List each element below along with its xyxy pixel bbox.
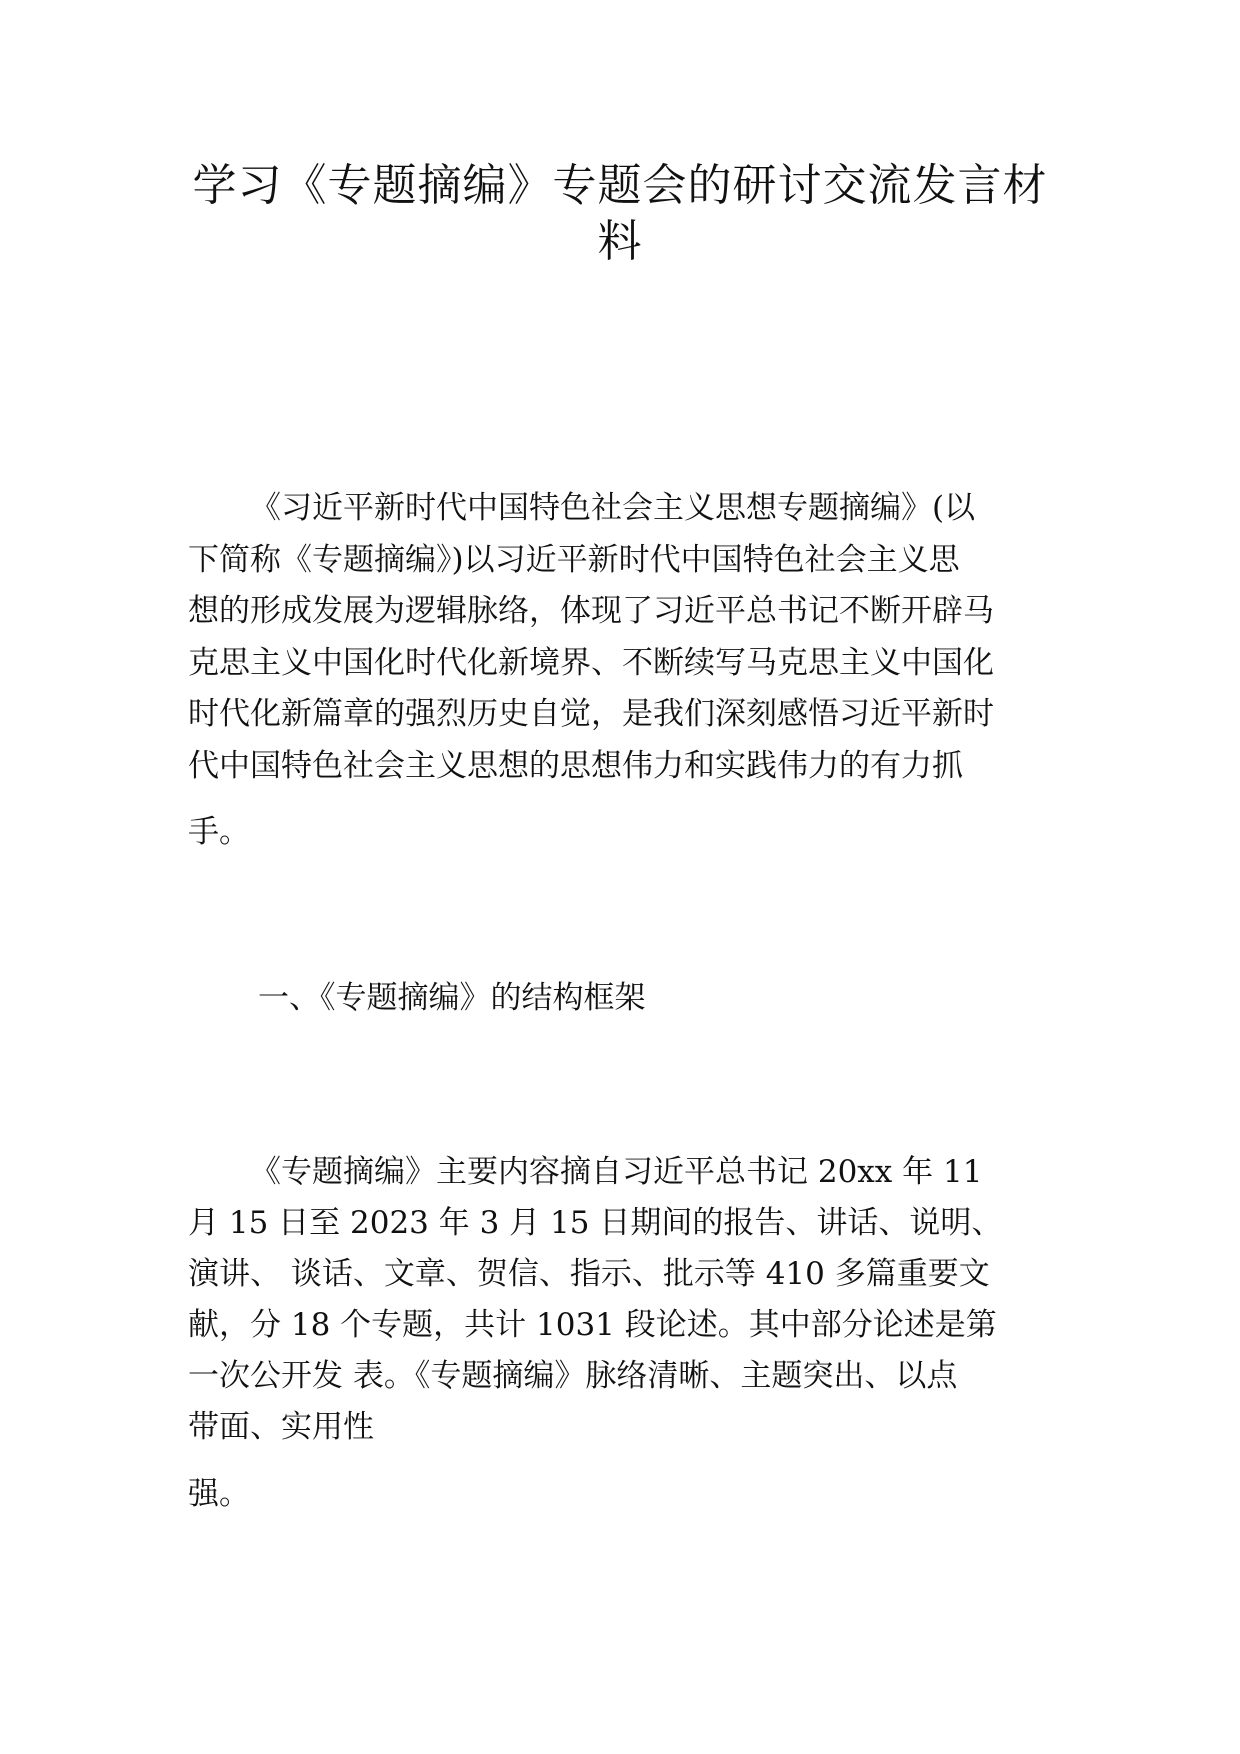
paragraph-2-line: 一次公开发 表。《专题摘编》脉络清晰、主题突出、以点 xyxy=(188,1358,958,1394)
document-title xyxy=(150,158,1090,270)
paragraph-1-line: 《习近平新时代中国特色社会主义思想专题摘编》(以 xyxy=(250,490,976,526)
paragraph-2-line: 演讲、 谈话、文章、贺信、指示、批示等 410 多篇重要文 xyxy=(188,1256,990,1292)
paragraph-2-line: 《专题摘编》主要内容摘自习近平总书记 20xx 年 11 xyxy=(250,1154,983,1190)
paragraph-1-line: 代中国特色社会主义思想的思想伟力和实践伟力的有力抓 xyxy=(188,748,963,784)
paragraph-1-line: 克思主义中国化时代化新境界、不断续写马克思主义中国化 xyxy=(188,645,994,681)
paragraph-2-line: 献，分 18 个专题，共计 1031 段论述。其中部分论述是第 xyxy=(188,1307,997,1343)
paragraph-1-line: 手。 xyxy=(188,814,250,850)
section-heading: 一、《专题摘编》的结构框架 xyxy=(258,980,646,1016)
title-line-1: 学习《专题摘编》专题会的研讨交流发言材 xyxy=(192,160,1048,211)
paragraph-2-line: 强。 xyxy=(188,1476,250,1512)
paragraph-1-line: 想的形成发展为逻辑脉络，体现了习近平总书记不断开辟马 xyxy=(188,593,994,629)
title-line-2: 料 xyxy=(597,216,643,267)
paragraph-1-line: 下简称《专题摘编》)以习近平新时代中国特色社会主义思 xyxy=(188,542,960,578)
paragraph-2-line: 带面、实用性 xyxy=(188,1409,374,1445)
paragraph-2-line: 月 15 日至 2023 年 3 月 15 日期间的报告、讲话、说明、 xyxy=(188,1205,1003,1241)
paragraph-1-line: 时代化新篇章的强烈历史自觉，是我们深刻感悟习近平新时 xyxy=(188,696,994,732)
